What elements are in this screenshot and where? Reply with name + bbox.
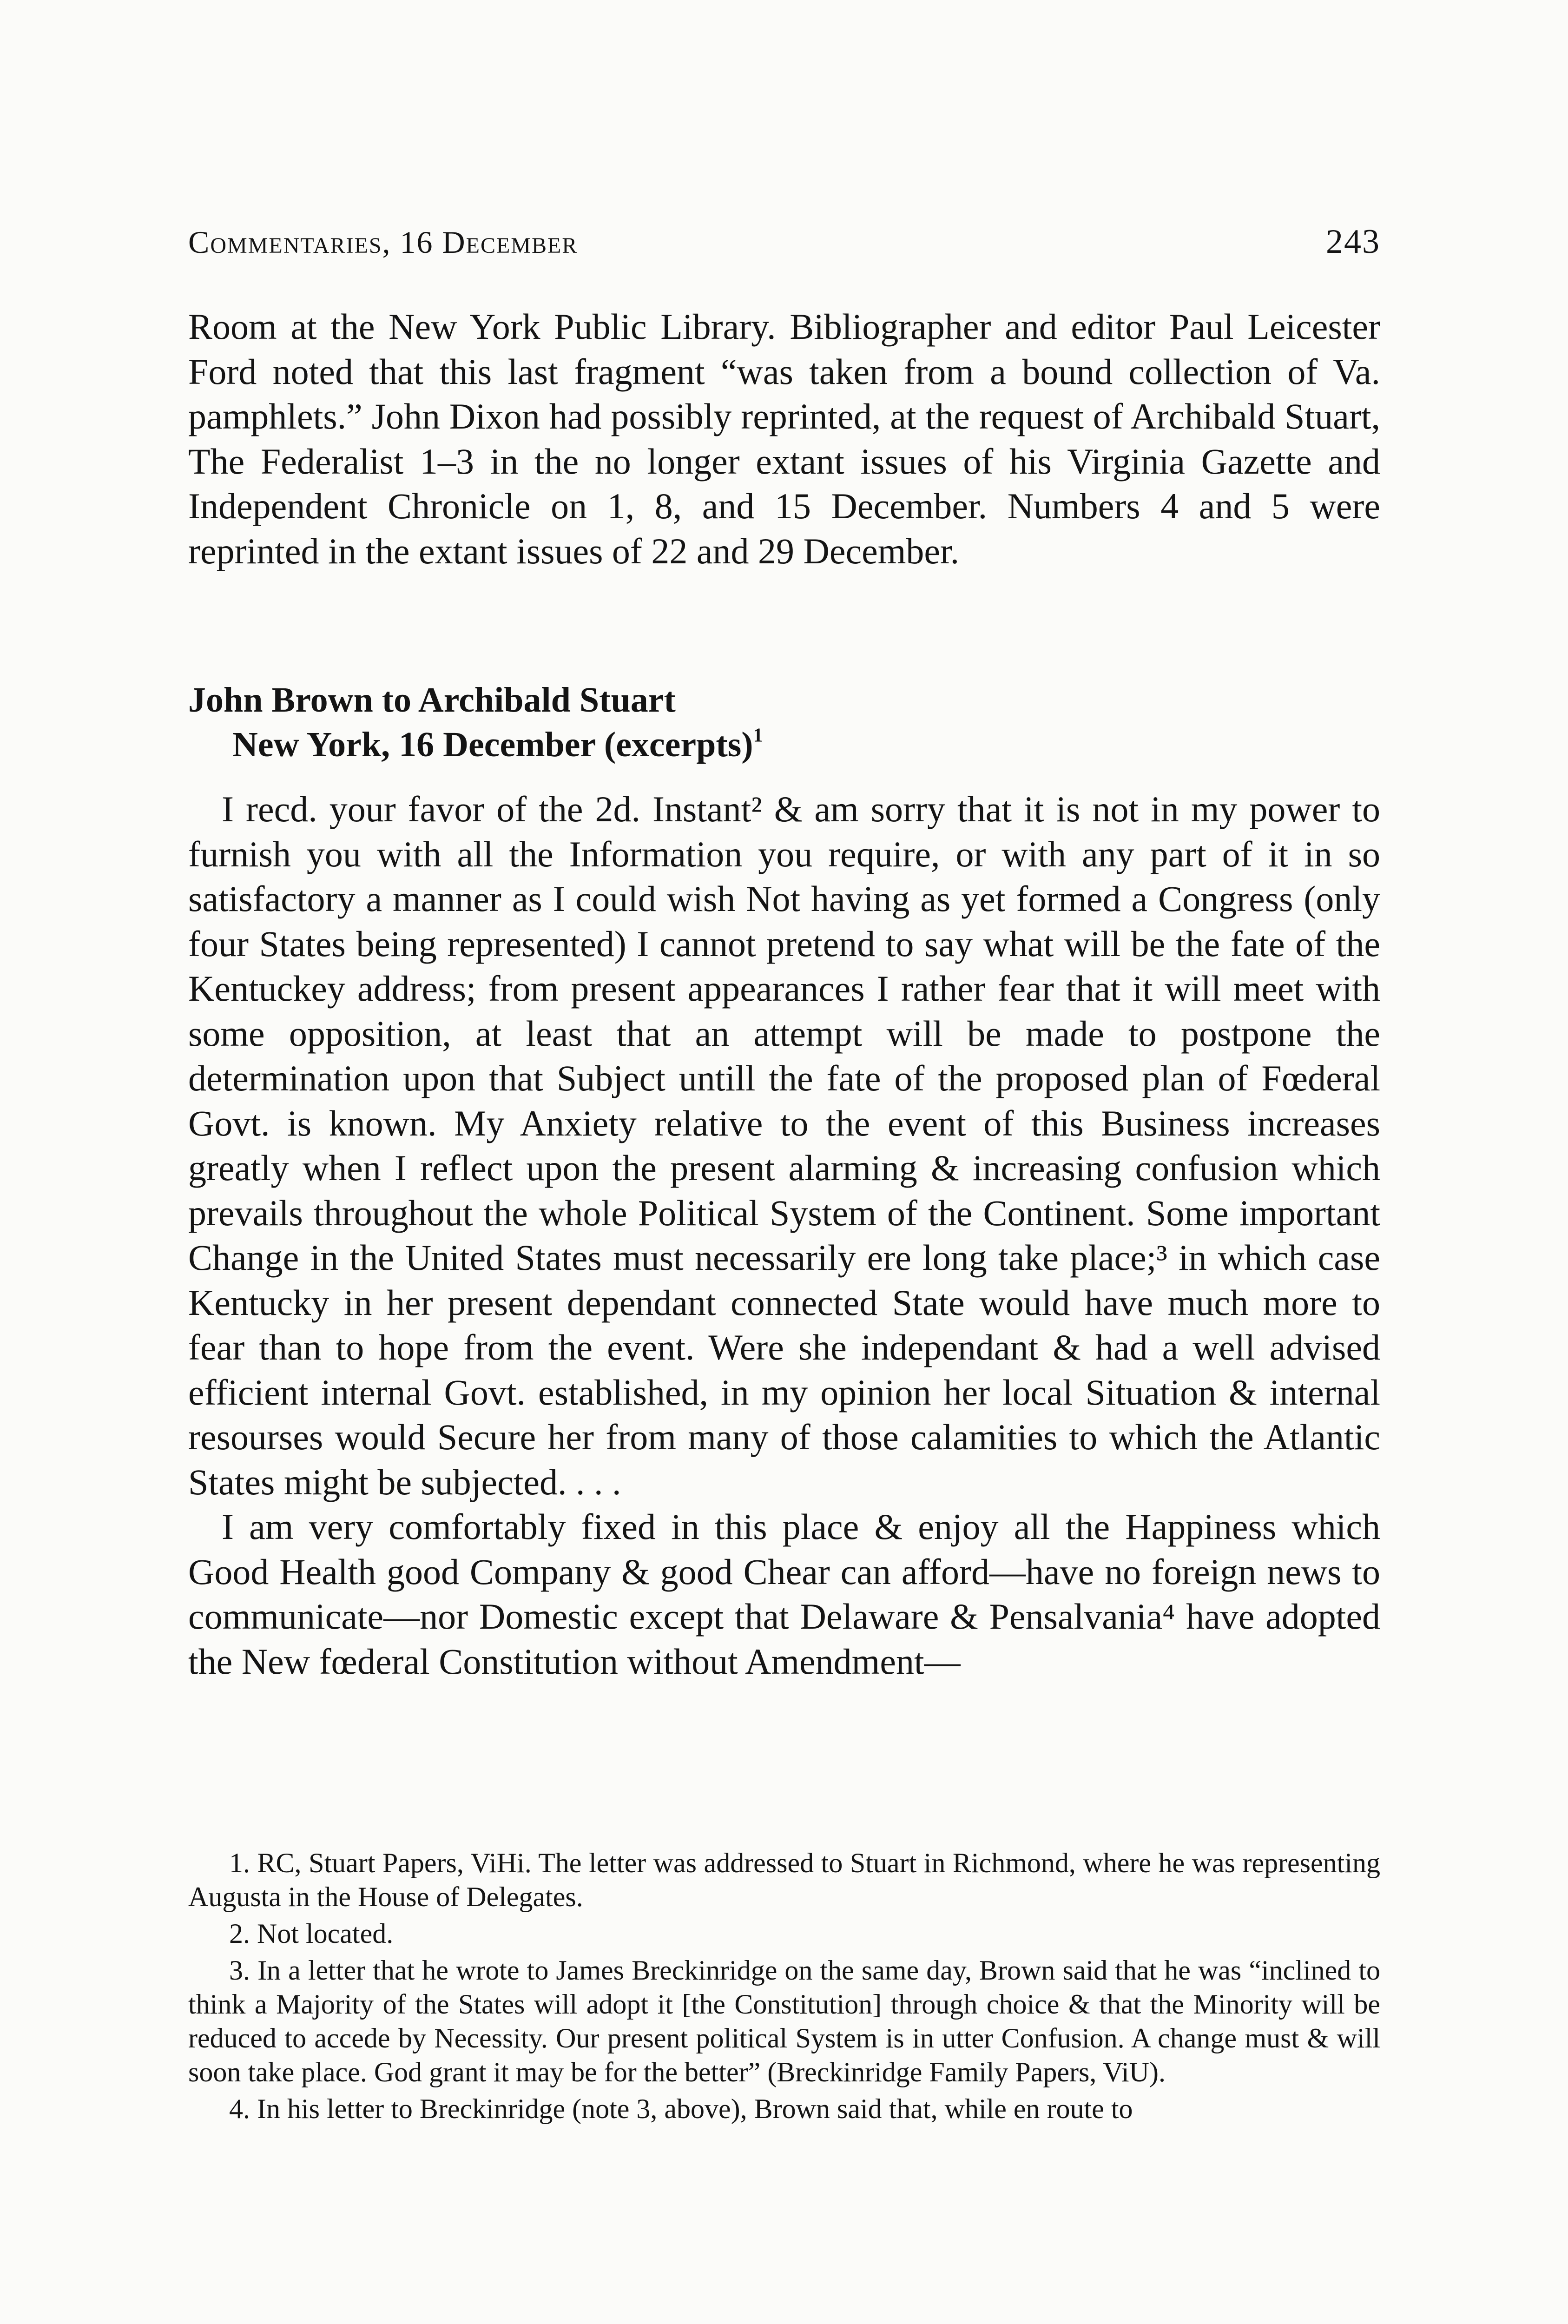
heading-subtitle [188,722,1380,767]
footnote: 2. Not located. [229,1918,394,1949]
running-head [188,222,1380,262]
letter-paragraph: I recd. your favor of the 2d. Instant² & am sorry that it is not in my power to furnish you with all the Information you require, or with any part of it in so satisfactory a manner as I could wish Not having as yet formed a Congress (only four States being represented) I cannot pretend to say what will be the fate of the Kentuckey address; from present appearances I rather fear that it will meet with some opposition, at least that an attempt will be made to postpone the determination upon that Subject untill the fate of the proposed plan of Fœderal Govt. is known. My Anxiety relative to the event of this Business increases greatly when I reflect upon the present alarming & increasing confusion which prevails throughout the whole Political System of the Continent. Some important Change in the United States must necessarily ere long take place;³ in which case Kentucky in her present dependant connected State would have much more to fear than to hope from the event. Were she independant & had a well advised efficient internal Govt. established, in my opinion her local Situation & internal resourses would Secure her from many of those calamities to which the Atlantic States might be subjected. . . . [188,789,1380,1502]
document-heading [188,678,1380,767]
page-number: 243 [1326,223,1380,261]
footnote: 1. RC, Stuart Papers, ViHi. The letter was addressed to Stuart in Richmond, where he was representing Augusta in the House of Delegates. [188,1848,1380,1912]
running-head-title: Commentaries, 16 December [188,224,578,260]
footnotes [188,1846,1380,2126]
intro-section [188,304,1380,574]
letter-paragraph: I am very comfortably fixed in this place & enjoy all the Happiness which Good Health good Company & good Chear can afford—have no foreign news to communicate—nor Domestic except that Delaware & Pensalvania⁴ have adopted the New fœderal Constitution without Amendment— [188,1506,1380,1682]
letter-body [188,787,1380,1684]
footnote: 3. In a letter that he wrote to James Breckinridge on the same day, Brown said that he was “inclined to think a Majority of the States will adopt it [the Constitution] through choice & that the Minority will be reduced to accede by Necessity. Our present political System is in utter Confusion. A change must & will soon take place. God grant it may be for the better” (Breckinridge Family Papers, ViU). [188,1955,1380,2087]
heading-note-ref: 1 [753,725,763,746]
heading-title: John Brown to Archibald Stuart [188,680,676,720]
heading-subtitle-text: New York, 16 December (excerpts) [232,725,753,764]
footnote: 4. In his letter to Breckinridge (note 3, above), Brown said that, while en route to [229,2093,1133,2124]
intro-paragraph: Room at the New York Public Library. Bibliographer and editor Paul Leicester Ford noted that this last fragment “was taken from a bound collection of Va. pamphlets.” John Dixon had possibly reprinted, at the request of Archibald Stuart, The Federalist 1–3 in the no longer extant issues of his Virginia Gazette and Independent Chronicle on 1, 8, and 15 December. Numbers 4 and 5 were reprinted in the extant issues of 22 and 29 December. [188,306,1380,571]
